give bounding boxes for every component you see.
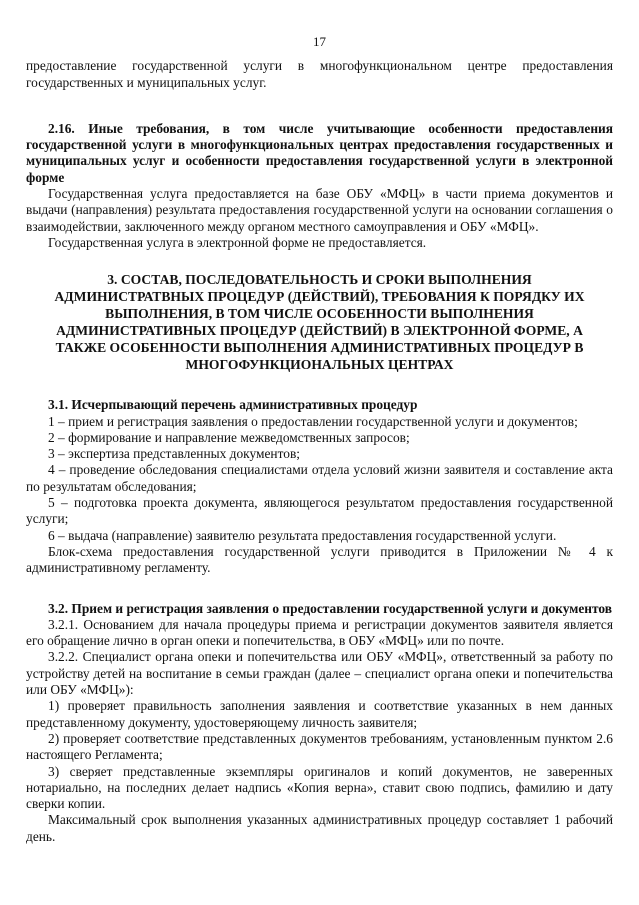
procedure-item-4: 4 – проведение обследования специалистами отдела условий жизни заявителя и составление акта по результатам обследования; bbox=[26, 462, 613, 494]
section-3-1-heading: 3.1. Исчерпывающий перечень административных процедур bbox=[48, 397, 418, 413]
section-3-2-2-paragraph: 3.2.2. Специалист органа опеки и попечительства или ОБУ «МФЦ», ответственный за работу по устройству детей на воспитание в семьи граждан (далее – специалист органа опеки и попечительства или ОБУ «МФЦ»): bbox=[26, 649, 613, 698]
procedure-item-3: 3 – экспертиза представленных документов; bbox=[48, 446, 301, 462]
top-paragraph: предоставление государственной услуги в многофункциональном центре предоставления государственных и муниципальных услуг. bbox=[26, 58, 613, 90]
section-3-2-final-paragraph: Максимальный срок выполнения указанных административных процедур составляет 1 рабочий день. bbox=[26, 812, 613, 844]
section-3-2-1-paragraph: 3.2.1. Основанием для начала процедуры приема и регистрации документов заявителя является его обращение лично в орган опеки и попечительства, в ОБУ «МФЦ» или по почте. bbox=[26, 616, 613, 649]
check-item-3: 3) сверяет представленные экземпляры оригиналов и копий документов, не заверенных нотариально, на последних делает надпись «Копия верна», ставит свою подпись, фамилию и дату сверки копии. bbox=[26, 763, 613, 812]
procedure-item-5: 5 – подготовка проекта документа, являющегося результатом предоставления государственной услуги; bbox=[26, 495, 613, 527]
procedure-item-6: 6 – выдача (направление) заявителю результата предоставления государственной услуги. bbox=[48, 527, 557, 543]
section-3-1-note: Блок-схема предоставления государственной услуги приводится в Приложении № 4 к административному регламенту. bbox=[26, 543, 613, 576]
procedure-item-1: 1 – прием и регистрация заявления о предоставлении государственной услуги и документов; bbox=[48, 413, 578, 429]
section-3-title: 3. СОСТАВ, ПОСЛЕДОВАТЕЛЬНОСТЬ И СРОКИ ВЫПОЛНЕНИЯ АДМИНИСТРАТВНЫХ ПРОЦЕДУР (ДЕЙСТВИЙ), ТРЕБОВАНИЯ К ПОРЯДКУ ИХ ВЫПОЛНЕНИЯ, В ТОМ ЧИСЛЕ ОСОБЕННОСТИ ВЫПОЛНЕНИЯ АДМИНИСТРАТИВНЫХ ПРОЦЕДУР (ДЕЙСТВИЙ) В ЭЛЕКТРОННОЙ ФОРМЕ, А ТАКЖЕ ОСОБЕННОСТИ ВЫПОЛНЕНИЯ АДМИНИСТРАТИВНЫХ ПРОЦЕДУР В МНОГОФУНКЦИОНАЛЬНЫХ ЦЕНТРАХ bbox=[54, 272, 585, 373]
procedure-item-2: 2 – формирование и направление межведомственных запросов; bbox=[48, 429, 410, 445]
page-number: 17 bbox=[313, 34, 326, 49]
check-item-2: 2) проверяет соответствие представленных документов требованиям, установленным пунктом 2.6 настоящего Регламента; bbox=[26, 730, 613, 763]
section-2-16-paragraph-1: Государственная услуга предоставляется на базе ОБУ «МФЦ» в части приема документов и выдачи (направления) результата предоставления государственной услуги на основании соглашения о взаимодействии, заключенного между органом местного самоуправления и ОБУ «МФЦ». bbox=[26, 186, 613, 234]
section-2-16-heading: 2.16. Иные требования, в том числе учитывающие особенности предоставления государственной услуги в многофункциональных центрах предоставления государственных и муниципальных услуг и особенности предоставления государственной услуги в электронной форме bbox=[26, 120, 613, 185]
section-3-2-heading: 3.2. Прием и регистрация заявления о предоставлении государственной услуги и документов bbox=[48, 600, 612, 616]
check-item-1: 1) проверяет правильность заполнения заявления и соответствие указанных в нем данных представленному документу, удостоверяющему личность заявителя; bbox=[26, 698, 613, 730]
section-2-16-paragraph-2: Государственная услуга в электронной форме не предоставляется. bbox=[48, 234, 427, 250]
